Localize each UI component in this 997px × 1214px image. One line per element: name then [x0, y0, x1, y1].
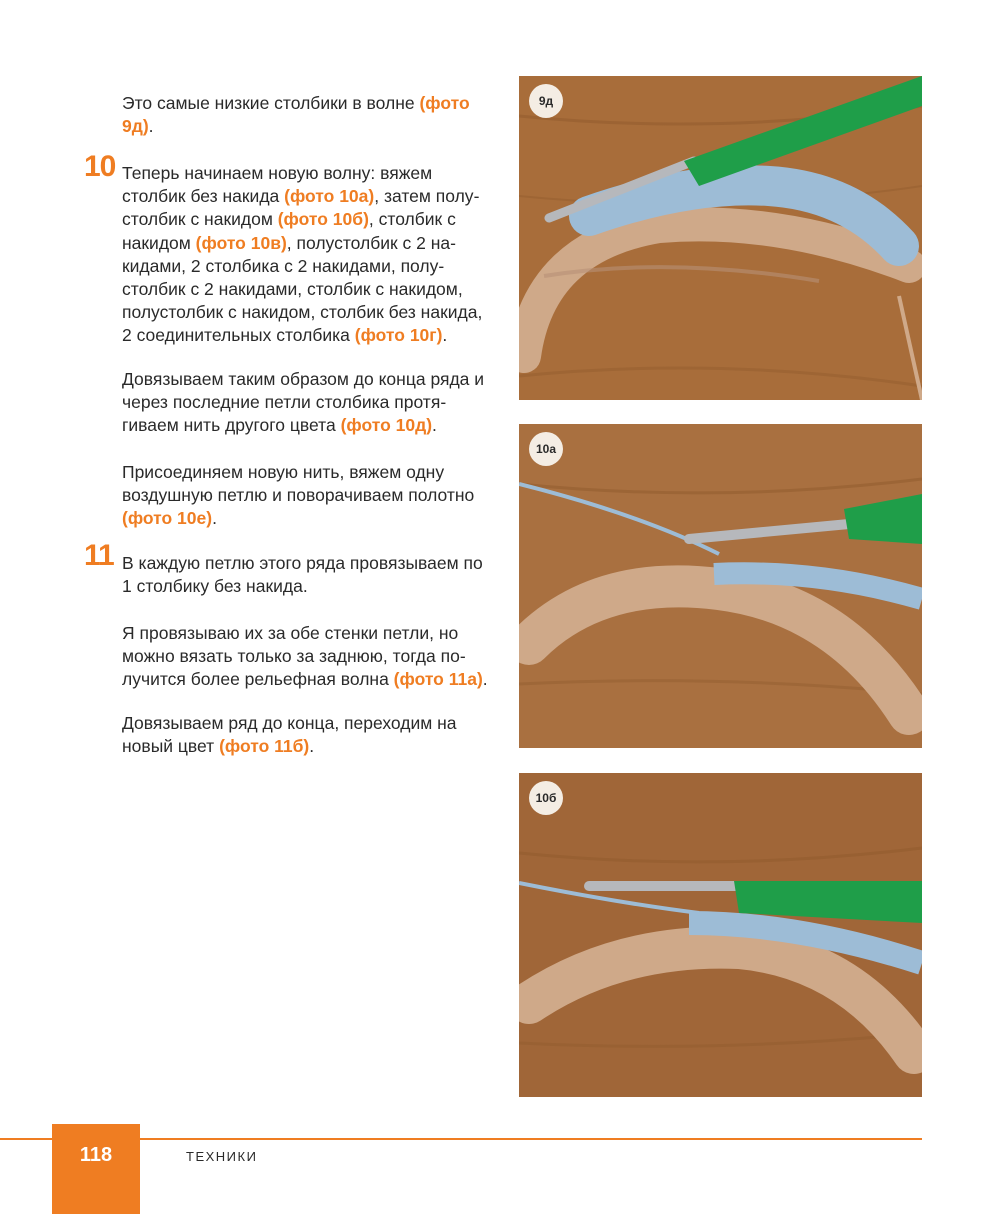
- paragraph-text: .: [309, 736, 315, 757]
- step-number-11: 11: [84, 539, 114, 572]
- paragraph-3: [122, 368, 494, 438]
- paragraph-text: .: [442, 325, 448, 346]
- photo-reference: (фото 10е): [122, 508, 213, 529]
- paragraph-text: Теперь начинаем новую волну: вяжем столбик без накида: [122, 163, 433, 207]
- paragraph-text: В каждую петлю этого ряда провязываем по 1 столбику без накида.: [122, 553, 483, 597]
- photo-reference: (фото 10а): [284, 186, 375, 207]
- paragraph-text: , затем полустолбик с накидом: [122, 186, 480, 230]
- paragraph-text: Это самые низкие столбики в волне: [122, 93, 420, 113]
- photo-reference: (фото 11а): [393, 669, 483, 690]
- paragraph-text: .: [148, 116, 154, 137]
- photo-9d-image: [519, 76, 922, 400]
- paragraph-5: [122, 552, 494, 598]
- photo-reference: (фото 10в): [195, 232, 287, 253]
- paragraph-text: Довязываем таким образом до конца ряда и через последние петли столбика протягиваем нить другого цвета: [122, 369, 485, 436]
- paragraph-text: .: [432, 415, 437, 436]
- photo-reference: (фото 10г): [354, 325, 443, 346]
- photo-10b: [519, 773, 922, 1097]
- photo-label-9d: 9д: [529, 84, 563, 118]
- section-label: ТЕХНИКИ: [186, 1149, 258, 1164]
- photo-label-10b: 10б: [529, 781, 563, 815]
- paragraph-text: , полустолбик с 2 накидами, 2 столбика с 2 накидами, полустолбик с 2 накидами, столбик с накидом, полустолбик с накидом, столбик без накида, 2 соединительных столбика: [122, 232, 483, 346]
- photo-10b-image: [519, 773, 922, 1097]
- paragraph-text: Я провязываю их за обе стенки петли, но можно вязать только за заднюю, тогда получится более рельефная волна: [122, 623, 466, 690]
- paragraph-7: [122, 712, 494, 758]
- photo-reference: (фото 10д): [340, 415, 433, 436]
- photo-10a-image: [519, 424, 922, 748]
- paragraph-6: [122, 622, 494, 692]
- paragraph-text: Довязываем ряд до конца, переходим на новый цвет: [122, 713, 457, 757]
- photo-reference: (фото 10б): [277, 209, 369, 230]
- photo-10a: [519, 424, 922, 748]
- paragraph-text: .: [482, 669, 488, 690]
- paragraph-text: Присоединяем новую нить, вяжем одну воздушную петлю и поворачиваем полотно: [122, 462, 475, 506]
- step-number-10: 10: [84, 150, 116, 183]
- paragraph-text: , столбик с накидом: [122, 209, 456, 253]
- photo-label-10a: 10а: [529, 432, 563, 466]
- page-number: 118: [79, 1144, 113, 1166]
- paragraph-text: .: [212, 508, 217, 529]
- paragraph-1: [122, 92, 494, 138]
- photo-reference: (фото 11б): [219, 736, 310, 757]
- paragraph-4: [122, 461, 494, 531]
- photo-reference: (фото 9д): [122, 93, 470, 137]
- paragraph-2: [122, 162, 494, 348]
- photo-9d: [519, 76, 922, 400]
- page-number-box: [52, 1124, 140, 1214]
